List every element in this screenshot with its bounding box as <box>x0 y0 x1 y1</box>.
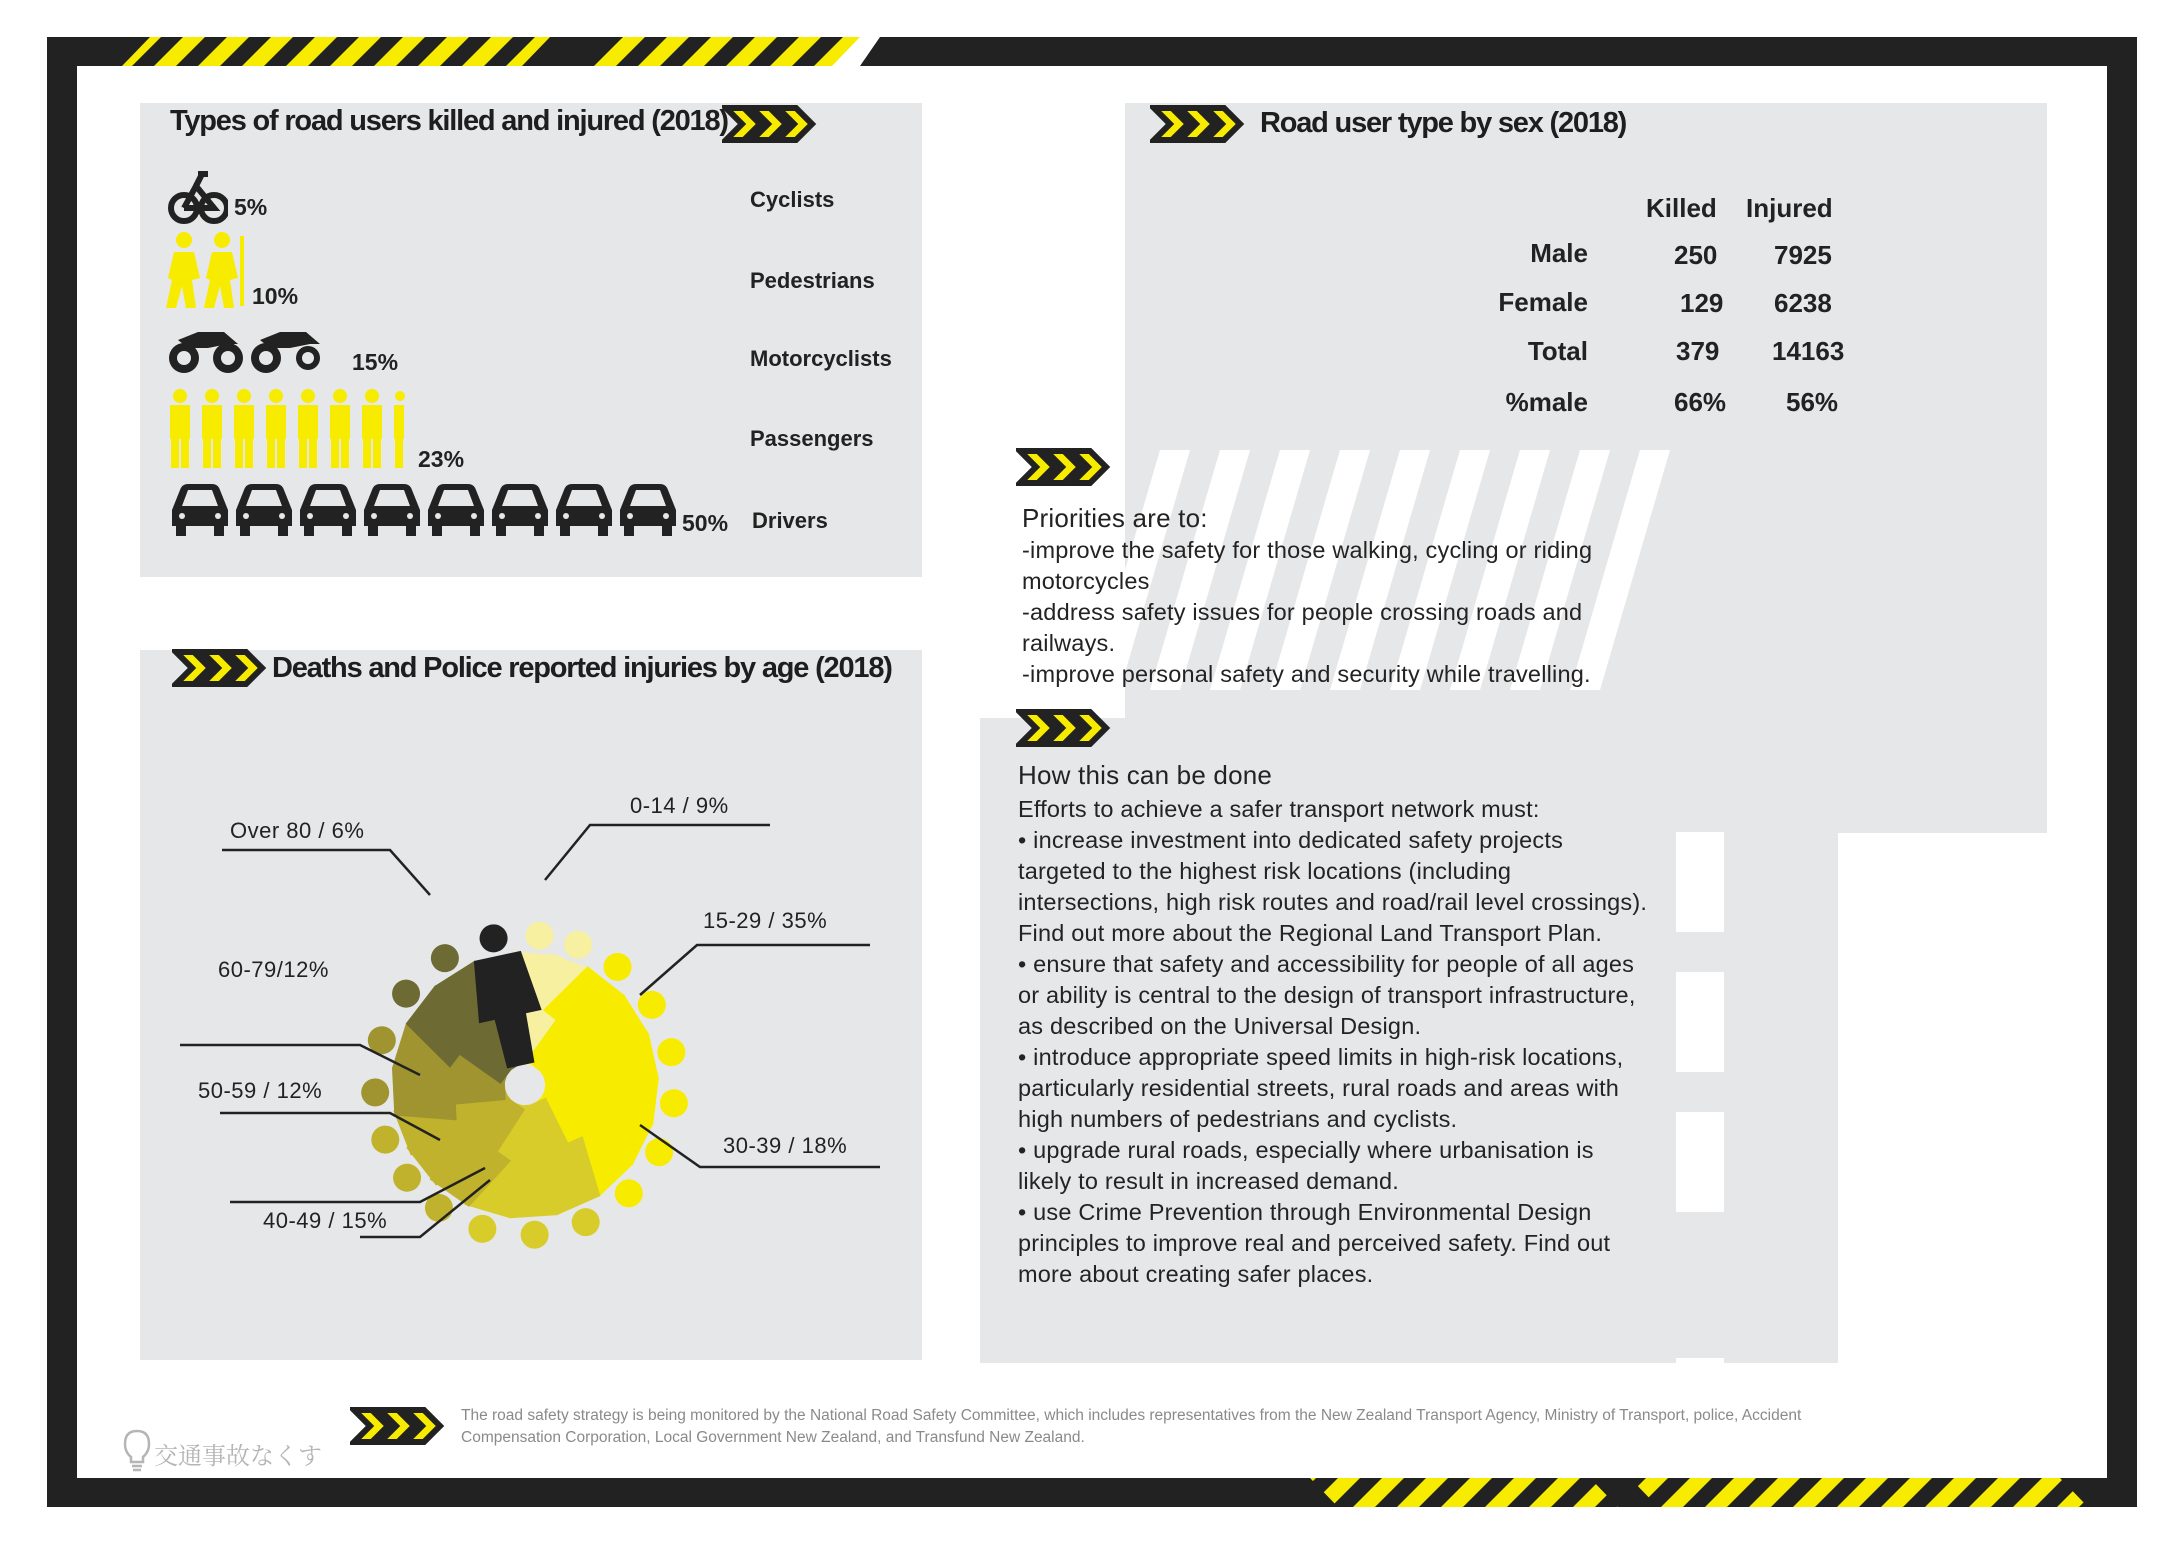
label-drivers: Drivers <box>752 508 828 533</box>
age-label-over-80: Over 80 / 6% <box>230 818 365 843</box>
label-pedestrians: Pedestrians <box>750 268 875 293</box>
how-item: • use Crime Prevention through Environmental Design principles to improve real and perceived safety. Find out more about creating safer places. <box>1018 1199 1611 1287</box>
stripe-top-left <box>122 37 550 66</box>
priority-item: -improve personal safety and security while travelling. <box>1022 661 1591 687</box>
sex-title: Road user type by sex (2018) <box>1260 107 1627 139</box>
priorities-list <box>1022 535 1662 690</box>
motorcycle-icons <box>168 318 334 376</box>
how-item: • ensure that safety and accessibility for people of all ages or ability is central to the design of transport infrastructure, as described on the Universal Design. <box>1018 951 1636 1039</box>
person-icons <box>168 388 414 470</box>
chevrons-icon <box>722 104 822 144</box>
car-icons <box>168 480 684 538</box>
age-label-0-14: 0-14 / 9% <box>630 793 729 818</box>
priority-item: -address safety issues for people crossing roads and railways. <box>1022 599 1583 656</box>
percent-pedestrians: 10% <box>252 283 299 309</box>
percent-drivers: 50% <box>682 510 729 536</box>
age-label-60-79: 60-79/12% <box>218 957 329 982</box>
priority-item: -improve the safety for those walking, cycling or riding motorcycles <box>1022 537 1593 594</box>
row-male-label: Male <box>1530 238 1588 268</box>
road-lane-markings <box>1676 832 1724 1252</box>
row-male-injured: 7925 <box>1774 240 1832 270</box>
label-motorcyclists: Motorcyclists <box>750 346 892 371</box>
age-chart <box>140 650 922 1360</box>
row-total-killed: 379 <box>1676 336 1720 366</box>
road-users-title: Types of road users killed and injured (2018) <box>170 105 728 137</box>
priorities-heading: Priorities are to: <box>1022 503 1208 533</box>
logo-text: 交通事故なくす <box>154 1442 322 1470</box>
row-pctmale-label: %male <box>1505 387 1588 417</box>
chevrons-icon <box>1016 708 1126 748</box>
label-cyclists: Cyclists <box>750 187 835 212</box>
pedestrian-icons <box>166 230 250 315</box>
age-label-30-39: 30-39 / 18% <box>723 1133 848 1158</box>
age-label-50-59: 50-59 / 12% <box>198 1078 323 1103</box>
label-passengers: Passengers <box>750 426 874 451</box>
how-item: • upgrade rural roads, especially where urbanisation is likely to result in increased demand. <box>1018 1137 1594 1194</box>
chevrons-icon <box>1150 104 1260 144</box>
col-injured: Injured <box>1746 193 1833 223</box>
col-killed: Killed <box>1646 193 1717 223</box>
percent-cyclists: 5% <box>234 194 268 220</box>
how-intro: Efforts to achieve a safer transport network must: <box>1018 796 1540 822</box>
age-title: Deaths and Police reported injuries by age (2018) <box>272 652 892 684</box>
how-item: • increase investment into dedicated safety projects targeted to the highest risk locations (including intersections, high risk routes and road/rail level crossings). Find out more about the Regional Land Transport Plan. <box>1018 827 1648 946</box>
percent-motorcyclists: 15% <box>352 349 399 375</box>
how-list <box>1018 825 1648 1290</box>
row-male-killed: 250 <box>1674 240 1718 270</box>
percent-passengers: 23% <box>418 446 465 472</box>
how-item: • introduce appropriate speed limits in high-risk locations, particularly residential streets, rural roads and areas with high numbers of pedestrians and cyclists. <box>1018 1044 1624 1132</box>
row-total-injured: 14163 <box>1772 336 1845 366</box>
chevrons-icon <box>350 1406 460 1446</box>
stripe-bottom-right <box>1630 1478 2088 1507</box>
age-label-40-49: 40-49 / 15% <box>263 1208 388 1233</box>
row-female-killed: 129 <box>1680 288 1724 318</box>
row-total-label: Total <box>1527 336 1588 366</box>
stripe-top-mid <box>592 37 860 66</box>
lightbulb-icon <box>122 1428 152 1472</box>
row-female-label: Female <box>1498 287 1588 317</box>
row-pctmale-killed: 66% <box>1674 387 1727 417</box>
age-label-15-29: 15-29 / 35% <box>703 908 828 933</box>
footer-text: The road safety strategy is being monitored by the National Road Safety Committee, which includes representatives from the New Zealand Transport Agency, Ministry of Transport, police, Accident Compensation Corporation, Local Government New Zealand, and Transfund New Zealand. <box>461 1407 1802 1446</box>
row-female-injured: 6238 <box>1774 288 1832 318</box>
bicycle-icon <box>168 168 228 228</box>
row-pctmale-injured: 56% <box>1786 387 1839 417</box>
how-heading: How this can be done <box>1018 760 1273 790</box>
stripe-bottom-mid <box>1310 1478 1618 1507</box>
chevrons-icon <box>1016 447 1126 487</box>
